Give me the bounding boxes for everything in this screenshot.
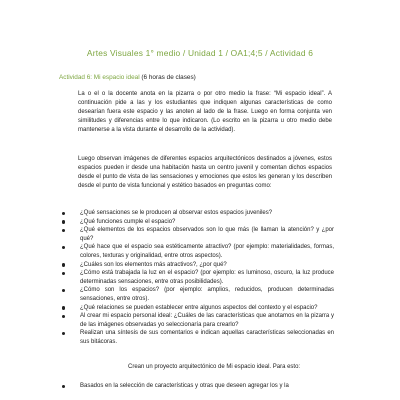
- list-item: ¿Cómo está trabajada la luz en el espacio? (por ejemplo: es luminoso, oscuro, la luz produce determinadas sensaciones, entre otras posibilidades).: [62, 269, 334, 286]
- closing-instruction: Crean un proyecto arquitectónico de Mi espacio ideal. Para esto:: [128, 364, 301, 370]
- activity-name: Actividad 6: Mi espacio ideal: [59, 74, 140, 81]
- bullet-icon: [62, 229, 65, 232]
- bullet-icon: [62, 220, 65, 223]
- bullet-icon: [62, 246, 65, 249]
- list-item: ¿Qué relaciones se pueden establecer entre algunos aspectos del contexto y el espacio?: [62, 304, 334, 313]
- bullet-icon: [62, 212, 65, 215]
- list-item: ¿Qué hace que el espacio sea estéticamente atractivo? (por ejemplo: materialidades, formas, colores, texturas y originalidad, entre otros aspectos).: [62, 243, 334, 260]
- observation-paragraph: Luego observan imágenes de diferentes espacios arquitectónicos destinados a jóvenes, estos espacios pueden ir desde una habitación hasta un centro juvenil y comentan dichos espacios desde el punto de vista de las sensaciones y emociones que estos les generan y los describen desde el punto de vista funcional y estético basados en preguntas como:: [78, 156, 332, 189]
- list-item: ¿Qué sensaciones se le producen al observar estos espacios juveniles?: [62, 209, 334, 218]
- bullet-icon: [62, 272, 65, 275]
- bullet-icon: [62, 263, 65, 266]
- activity-title: [59, 74, 196, 81]
- question-list: [62, 209, 334, 347]
- bullet-icon: [62, 306, 65, 309]
- list-item: ¿Cómo son los espacios? (por ejemplo: amplios, reducidos, producen determinadas sensaciones, entre otros).: [62, 286, 334, 303]
- document-header: Artes Visuales 1° medio / Unidad 1 / OA1;4;5 / Actividad 6: [86, 48, 314, 58]
- bullet-icon: [62, 289, 65, 292]
- bullet-icon: [62, 385, 65, 388]
- list-item: ¿Qué elementos de los espacios observados son lo que más (le llaman la atención? y ¿por qué?: [62, 226, 334, 243]
- list-item: ¿Cuáles son los elementos más atractivos?, ¿por qué?: [62, 261, 334, 270]
- intro-paragraph: La o el o la docente anota en la pizarra o por otro medio la frase: “Mi espacio ideal”. A continuación pide a las y los estudiantes que indiquen algunas características de como desearían fuera este espacio y las anoten al lado de la frase. Luego en forma conjunta ven similitudes y diferencias entre lo que indicaron. (Lo escrito en la pizarra u otro medio debe mantenerse a la vista durante el desarrollo de la actividad).: [78, 91, 332, 133]
- list-item: ¿Qué funciones cumple el espacio?: [62, 218, 334, 227]
- list-item: Realizan una síntesis de sus comentarios e indican aquellas características seleccionadas en sus bitácoras.: [62, 329, 334, 346]
- list-item: Al crear mi espacio personal ideal: ¿Cuáles de las características que anotamos en la pizarra y de las imágenes observadas yo seleccionaría para crearlo?: [62, 312, 334, 329]
- activity-hours: (6 horas de clases): [139, 74, 196, 81]
- list-item: Basados en la selección de características y otras que deseen agregar los y la: [62, 382, 334, 391]
- bullet-icon: [62, 315, 65, 318]
- bullet-icon: [62, 332, 65, 335]
